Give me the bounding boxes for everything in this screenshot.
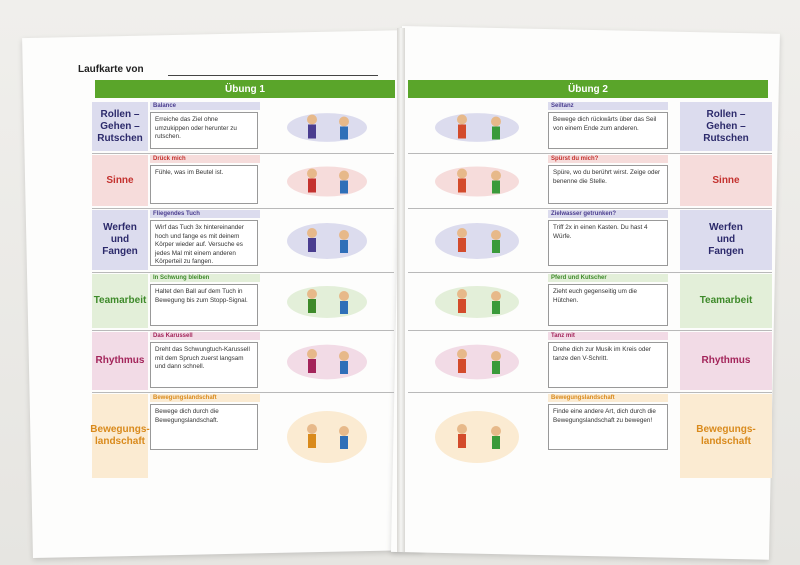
category-right: Werfen und Fangen bbox=[680, 210, 772, 270]
exercise-1-title: Fliegendes Tuch bbox=[150, 210, 260, 218]
row-divider bbox=[92, 153, 394, 154]
exercise-1-illustration bbox=[262, 159, 392, 204]
exercise-2-description: Zieht euch gegenseitig um die Hütchen. bbox=[548, 284, 668, 326]
exercise-2-title: Pferd und Kutscher bbox=[548, 274, 668, 282]
exercise-1-illustration bbox=[262, 214, 392, 268]
exercise-2-description: Drehe dich zur Musik im Kreis oder tanze den V-Schritt. bbox=[548, 342, 668, 388]
category-left: Rhythmus bbox=[92, 332, 148, 390]
exercise-1-description: Wirf das Tuch 3x hintereinander hoch und fange es mit deinem Körper wieder auf. Versuche es jedes Mal mit einem anderen Körperteil zu fangen. bbox=[150, 220, 258, 266]
exercise-2-title: Tanz mit bbox=[548, 332, 668, 340]
exercise-2-title: Bewegungslandschaft bbox=[548, 394, 668, 402]
exercise-1-title: Bewegungslandschaft bbox=[150, 394, 260, 402]
header-exercise-1: Übung 1 bbox=[95, 80, 395, 98]
exercise-1-title: Das Karussell bbox=[150, 332, 260, 340]
exercise-1-illustration bbox=[262, 398, 392, 476]
category-left: Teamarbeit bbox=[92, 274, 148, 328]
exercise-2-illustration bbox=[410, 278, 544, 326]
row-divider bbox=[92, 392, 394, 393]
exercise-1-illustration bbox=[262, 278, 392, 326]
row-divider bbox=[408, 272, 772, 273]
category-left: Sinne bbox=[92, 155, 148, 206]
exercise-1-title: Drück mich bbox=[150, 155, 260, 163]
exercise-1-description: Haltet den Ball auf dem Tuch in Bewegung bis zum Stopp-Signal. bbox=[150, 284, 258, 326]
page-title: Laufkarte von bbox=[78, 64, 144, 75]
exercise-2-title: Seiltanz bbox=[548, 102, 668, 110]
exercise-2-title: Zielwasser getrunken? bbox=[548, 210, 668, 218]
exercise-2-description: Triff 2x in einen Kasten. Du hast 4 Würfe. bbox=[548, 220, 668, 266]
exercise-2-description: Finde eine andere Art, dich durch die Bewegungslandschaft zu bewegen! bbox=[548, 404, 668, 450]
exercise-1-description: Bewege dich durch die Bewegungslandschaft. bbox=[150, 404, 258, 450]
exercise-1-description: Erreiche das Ziel ohne umzukippen oder herunter zu rutschen. bbox=[150, 112, 258, 149]
exercise-1-description: Dreht das Schwungtuch-Karussell mit dem Spruch zuerst langsam und dann schnell. bbox=[150, 342, 258, 388]
booklet-spine bbox=[397, 28, 405, 552]
exercise-2-description: Spüre, wo du berührt wirst. Zeige oder benenne die Stelle. bbox=[548, 165, 668, 204]
exercise-1-illustration bbox=[262, 106, 392, 149]
name-line bbox=[168, 75, 378, 76]
category-right: Rhythmus bbox=[680, 332, 772, 390]
exercise-2-illustration bbox=[410, 398, 544, 476]
header-exercise-2: Übung 2 bbox=[408, 80, 768, 98]
exercise-2-description: Bewege dich rückwärts über das Seil von einem Ende zum anderen. bbox=[548, 112, 668, 149]
row-divider bbox=[92, 208, 394, 209]
exercise-1-description: Fühle, was im Beutel ist. bbox=[150, 165, 258, 204]
category-left: Bewegungs- landschaft bbox=[92, 394, 148, 478]
category-right: Bewegungs- landschaft bbox=[680, 394, 772, 478]
row-divider bbox=[408, 392, 772, 393]
exercise-1-illustration bbox=[262, 336, 392, 388]
row-divider bbox=[92, 330, 394, 331]
category-right: Sinne bbox=[680, 155, 772, 206]
category-right: Rollen – Gehen – Rutschen bbox=[680, 102, 772, 151]
exercise-1-title: In Schwung bleiben bbox=[150, 274, 260, 282]
category-right: Teamarbeit bbox=[680, 274, 772, 328]
category-left: Rollen – Gehen – Rutschen bbox=[92, 102, 148, 151]
row-divider bbox=[408, 208, 772, 209]
row-divider bbox=[92, 272, 394, 273]
row-divider bbox=[408, 153, 772, 154]
exercise-2-title: Spürst du mich? bbox=[548, 155, 668, 163]
exercise-2-illustration bbox=[410, 159, 544, 204]
exercise-2-illustration bbox=[410, 214, 544, 268]
category-left: Werfen und Fangen bbox=[92, 210, 148, 270]
exercise-2-illustration bbox=[410, 336, 544, 388]
exercise-2-illustration bbox=[410, 106, 544, 149]
row-divider bbox=[408, 330, 772, 331]
exercise-1-title: Balance bbox=[150, 102, 260, 110]
